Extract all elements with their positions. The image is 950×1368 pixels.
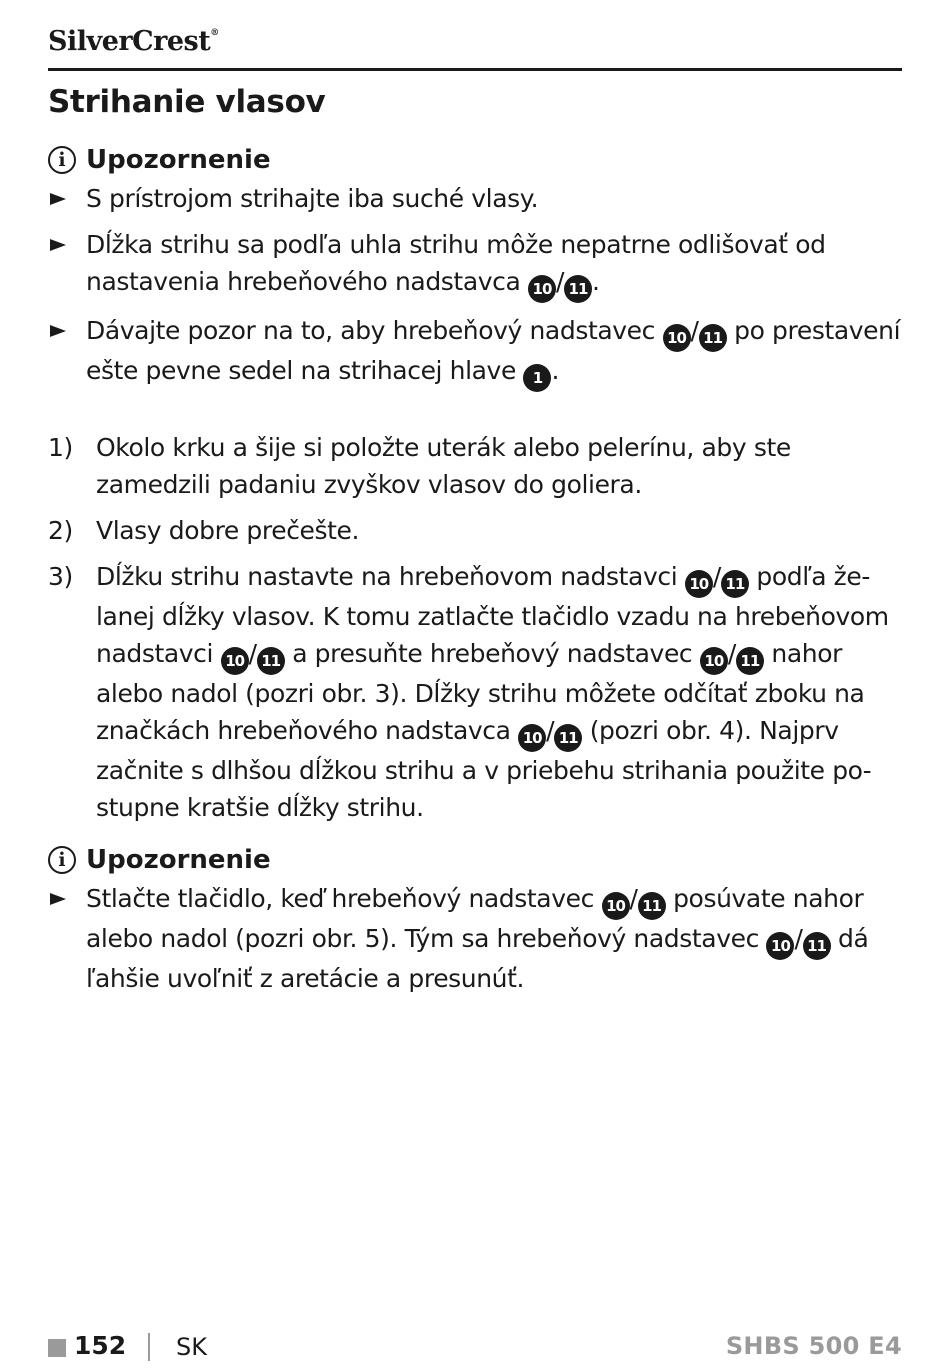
steps-list xyxy=(48,429,902,835)
triangle-right-icon xyxy=(50,325,66,337)
header-rule xyxy=(48,68,902,71)
step-2: 2) Vlasy dobre prečešte. xyxy=(48,512,902,549)
section-title: Strihanie vlasov xyxy=(48,84,326,120)
ref-11-icon: 11 xyxy=(803,932,831,960)
info-icon: i xyxy=(48,146,76,174)
triangle-right-icon xyxy=(50,239,66,251)
ref-10-icon: 10 xyxy=(528,275,556,303)
ref-10-icon: 10 xyxy=(766,932,794,960)
note-heading-2 xyxy=(48,845,271,875)
note-heading-label: Upozornenie xyxy=(86,845,271,875)
note-1-bullet-3: Dávajte pozor na to, aby hrebeňový nadstavec 10 / 11 po prestavení ešte pevne sedel na strihacej hlave 1 . xyxy=(48,312,902,392)
note-1-bullet-2: Dĺžka strihu sa podľa uhla strihu môže nepatrne odlišovať od nastavenia hrebeňového nadstavca 10 / 11 . xyxy=(48,226,902,303)
footer-divider xyxy=(148,1333,150,1361)
note-2-bullet-1: Stlačte tlačidlo, keď hrebeňový nadstavec 10 / 11 posúvate nahor alebo nadol (pozri obr. 5). Tým sa hrebeňový nadstavec 10 / 11 dá ľahšie uvoľniť z aretácie a presunúť. xyxy=(48,880,902,997)
step-1: 1) Okolo krku a šije si položte uterák alebo pelerínu, aby ste zamedzili padaniu zvyškov vlasov do goliera. xyxy=(48,429,902,503)
ref-10-icon: 10 xyxy=(221,647,249,675)
triangle-right-icon xyxy=(50,193,66,205)
ref-10-icon: 10 xyxy=(685,570,713,598)
ref-10-icon: 10 xyxy=(518,724,546,752)
brand-logo: SilverCrest® xyxy=(48,26,219,57)
note-heading-label: Upozornenie xyxy=(86,145,271,175)
ref-10-icon: 10 xyxy=(602,892,630,920)
step-number: 3) xyxy=(48,562,73,591)
ref-10-icon: 10 xyxy=(663,324,691,352)
step-number: 1) xyxy=(48,433,73,462)
step-3: 3) Dĺžku strihu nastavte na hrebeňovom nadstavci 10 / 11 podľa želanej dĺžky vlasov. K tomu zatlačte tlačidlo vzadu na hrebeňovom nadstavci 10 / 11 a presuňte hrebeňový nadstavec 10 / 11 nahor alebo nadol (pozri obr. 3). Dĺžky strihu môžete odčítať zboku na značkách hrebeňového nadstavca 10 / 11 (pozri obr. 4). Najprv začnite s dlhšou dĺžkou strihu a v priebehu strihania použite postupne kratšie dĺžky strihu. xyxy=(48,558,902,826)
ref-11-icon: 11 xyxy=(257,647,285,675)
manual-page xyxy=(48,0,902,1365)
triangle-right-icon xyxy=(50,893,66,905)
step-number: 2) xyxy=(48,516,73,545)
ref-1-icon: 1 xyxy=(523,364,551,392)
note-1-list xyxy=(48,180,902,401)
page-number: 152 xyxy=(74,1331,127,1360)
note-heading-1 xyxy=(48,145,271,175)
ref-11-icon: 11 xyxy=(638,892,666,920)
language-code: SK xyxy=(176,1333,207,1361)
square-marker-icon xyxy=(48,1339,66,1357)
model-number: SHBS 500 E4 xyxy=(725,1332,902,1360)
ref-10-icon: 10 xyxy=(700,647,728,675)
note-2-list xyxy=(48,880,902,1006)
page-footer xyxy=(48,1328,902,1368)
ref-11-icon: 11 xyxy=(721,570,749,598)
ref-11-icon: 11 xyxy=(699,324,727,352)
ref-11-icon: 11 xyxy=(554,724,582,752)
ref-11-icon: 11 xyxy=(736,647,764,675)
info-icon: i xyxy=(48,846,76,874)
note-1-bullet-1: S prístrojom strihajte iba suché vlasy. xyxy=(48,180,902,217)
ref-11-icon: 11 xyxy=(564,275,592,303)
